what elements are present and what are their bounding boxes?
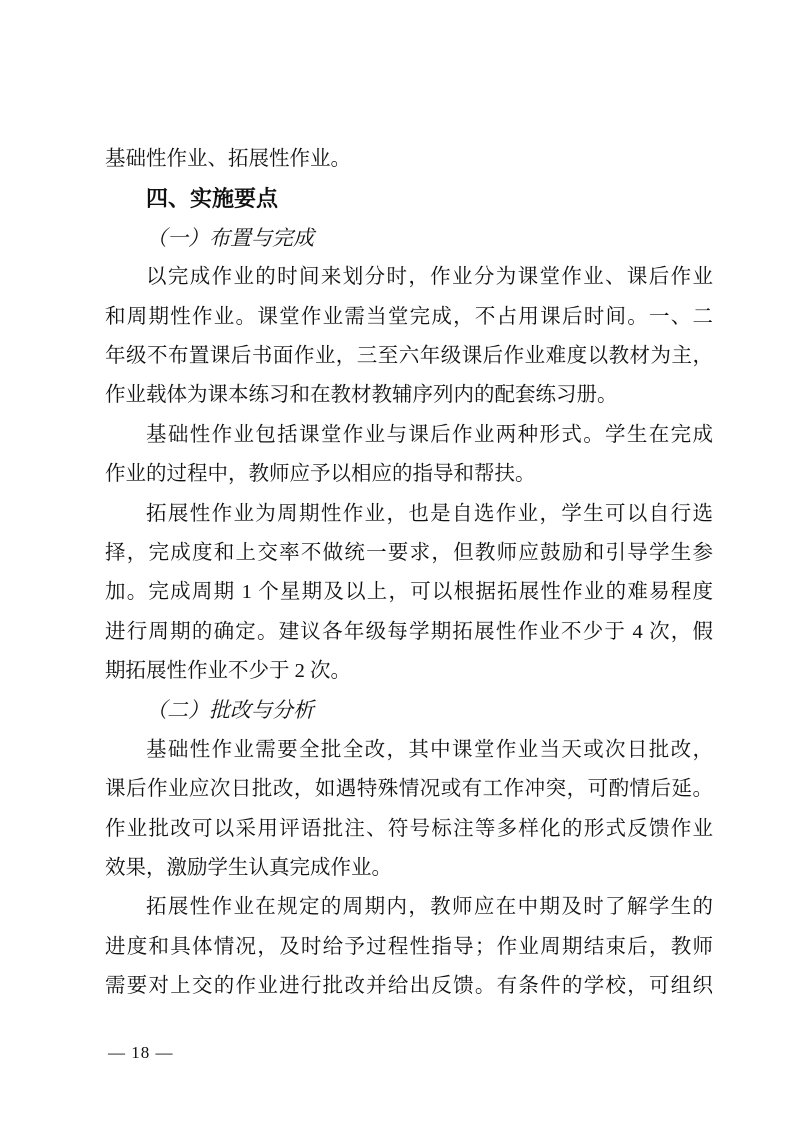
paragraph-line: 和周期性作业。课堂作业需当堂完成，不占用课后时间。一、二 [105,305,713,328]
paragraph-line: 效果，激励学生认真完成作业。 [105,857,392,880]
paragraph-line: 加。完成周期 1 个星期及以上，可以根据拓展性作业的难易程度 [105,581,713,604]
paragraph-line: 期拓展性作业不少于 2 次。 [105,660,351,683]
paragraph-line: 年级不布置课后书面作业，三至六年级课后作业难度以教材为主， [105,344,713,367]
paragraph-line: 课后作业应次日批改，如遇特殊情况或有工作冲突，可酌情后延。 [105,778,713,801]
paragraph-line: 以完成作业的时间来划分时，作业分为课堂作业、课后作业 [146,266,713,289]
paragraph-line: 基础性作业包括课堂作业与课后作业两种形式。学生在完成 [146,423,713,446]
page-number: — 18 — [108,1043,174,1062]
paragraph-line: 拓展性作业为周期性作业，也是自选作业，学生可以自行选 [146,502,713,525]
subsection-heading-2: （二）批改与分析 [146,698,314,723]
paragraph-line: 作业批改可以采用评语批注、符号标注等多样化的形式反馈作业 [105,817,713,840]
subsection-heading-1: （一）布置与完成 [146,225,314,250]
paragraph-line: 基础性作业需要全批全改，其中课堂作业当天或次日批改， [146,738,713,761]
paragraph-line: 作业载体为课本练习和在教材教辅序列内的配套练习册。 [105,384,618,407]
paragraph-line: 作业的过程中，教师应予以相应的指导和帮扶。 [105,463,536,486]
paragraph-line: 需要对上交的作业进行批改并给出反馈。有条件的学校，可组织 [105,975,713,998]
paragraph-line: 择，完成度和上交率不做统一要求，但教师应鼓励和引导学生参 [105,541,713,564]
page-footer [108,1041,174,1065]
continuation-line: 基础性作业、拓展性作业。 [105,148,351,170]
document-body [105,140,713,1007]
paragraph-line: 进度和具体情况，及时给予过程性指导；作业周期结束后，教师 [105,935,713,958]
paragraph-line: 进行周期的确定。建议各年级每学期拓展性作业不少于 4 次，假 [105,620,713,643]
section-heading-4: 四、实施要点 [146,186,279,212]
paragraph-line: 拓展性作业在规定的周期内，教师应在中期及时了解学生的 [146,896,713,919]
